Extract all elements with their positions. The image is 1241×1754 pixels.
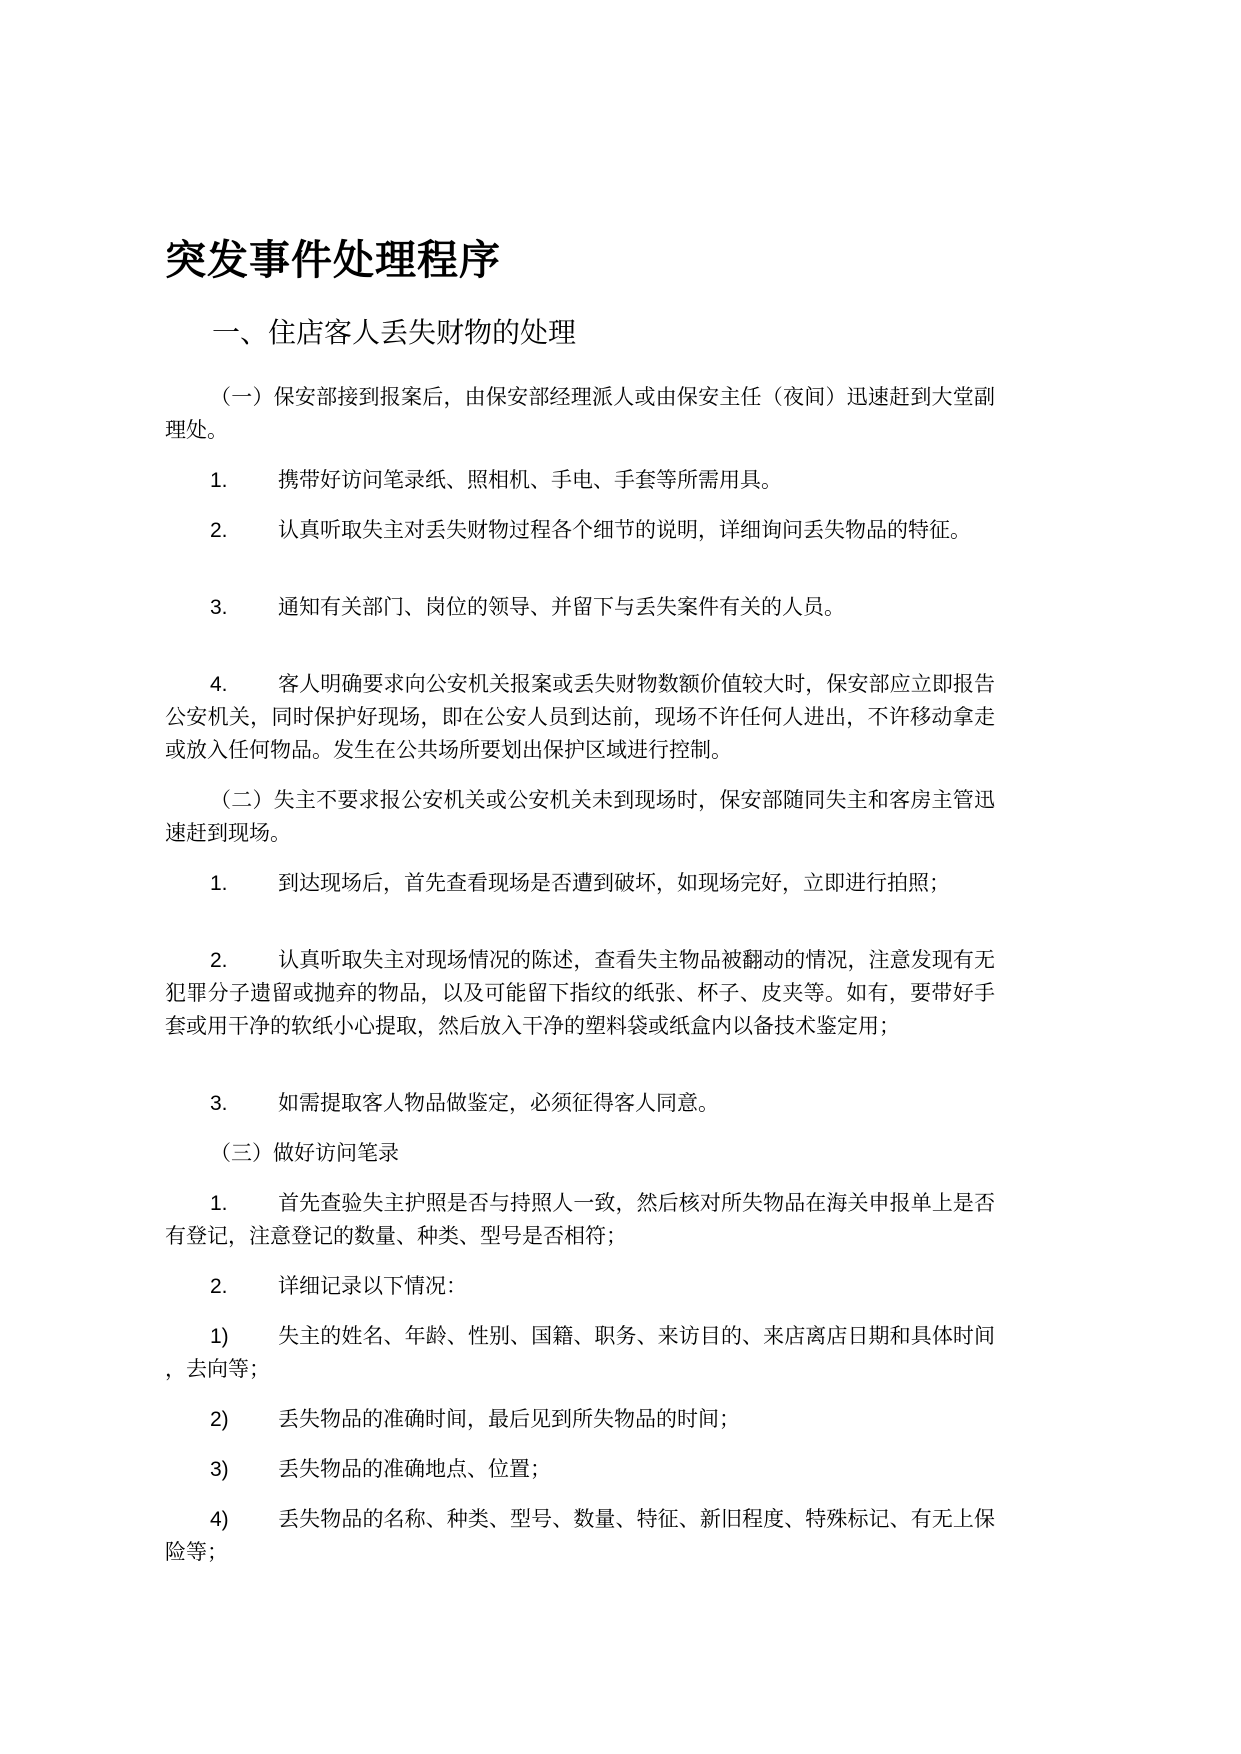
list-item (165, 668, 995, 767)
list-item (165, 1087, 995, 1120)
list-marker: 2) (210, 1408, 229, 1431)
list-item (165, 1270, 995, 1303)
list-item (165, 464, 995, 497)
list-marker: 3. (210, 596, 228, 619)
list-item (165, 944, 995, 1043)
list-marker: 1) (210, 1325, 229, 1348)
list-marker: 3. (210, 1092, 228, 1115)
list-item-text: 认真听取失主对现场情况的陈述，查看失主物品被翻动的情况，注意发现有无犯罪分子遗留或抛弃的物品，以及可能留下指纹的纸张、杯子、皮夹等。如有，要带好手套或用干净的软纸小心提取，然后放入干净的塑料袋或纸盒内以备技术鉴定用； (165, 948, 995, 1038)
list-item-text: 丢失物品的准确地点、位置； (278, 1457, 551, 1481)
list-item-text: 首先查验失主护照是否与持照人一致，然后核对所失物品在海关申报单上是否有登记，注意登记的数量、种类、型号是否相符； (165, 1191, 995, 1248)
list-item (165, 514, 995, 547)
list-marker: 2. (210, 519, 228, 542)
list-item (165, 1453, 995, 1486)
list-item (165, 867, 995, 900)
list-marker: 1. (210, 872, 228, 895)
list-marker: 1. (210, 469, 228, 492)
list-item-text: 失主的姓名、年龄、性别、国籍、职务、来访目的、来店离店日期和具体时间，去向等； (165, 1324, 995, 1381)
list-marker: 3) (210, 1458, 229, 1481)
paragraph: （一）保安部接到报案后，由保安部经理派人或由保安主任（夜间）迅速赶到大堂副理处。 (165, 385, 995, 442)
list-marker: 2. (210, 1275, 228, 1298)
list-item (165, 1503, 995, 1569)
paragraph: （二）失主不要求报公安机关或公安机关未到现场时，保安部随同失主和客房主管迅速赶到现场。 (165, 788, 995, 845)
list-item-text: 丢失物品的准确时间，最后见到所失物品的时间； (278, 1407, 740, 1431)
list-item-text: 认真听取失主对丢失财物过程各个细节的说明，详细询问丢失物品的特征。 (278, 518, 971, 542)
document-title: 突发事件处理程序 (165, 237, 501, 283)
list-item-text: 如需提取客人物品做鉴定，必须征得客人同意。 (278, 1091, 719, 1115)
list-marker: 1. (210, 1192, 228, 1215)
list-item-text: 通知有关部门、岗位的领导、并留下与丢失案件有关的人员。 (278, 595, 845, 619)
list-marker: 4) (210, 1508, 229, 1531)
list-item (165, 591, 995, 624)
list-marker: 4. (210, 673, 228, 696)
list-item (165, 1320, 995, 1386)
section-heading: 一、住店客人丢失财物的处理 (212, 318, 577, 349)
list-item (165, 1403, 995, 1436)
list-item (165, 1187, 995, 1253)
paragraph: （三）做好访问笔录 (210, 1141, 399, 1165)
list-item-text: 携带好访问笔录纸、照相机、手电、手套等所需用具。 (278, 468, 782, 492)
list-item-text: 详细记录以下情况： (278, 1274, 467, 1298)
list-item-text: 到达现场后，首先查看现场是否遭到破坏，如现场完好，立即进行拍照； (278, 871, 950, 895)
list-item-text: 客人明确要求向公安机关报案或丢失财物数额价值较大时，保安部应立即报告公安机关，同时保护好现场，即在公安人员到达前，现场不许任何人进出，不许移动拿走或放入任何物品。发生在公共场所要划出保护区域进行控制。 (165, 672, 995, 762)
list-item-text: 丢失物品的名称、种类、型号、数量、特征、新旧程度、特殊标记、有无上保险等； (165, 1507, 995, 1564)
list-marker: 2. (210, 949, 228, 972)
